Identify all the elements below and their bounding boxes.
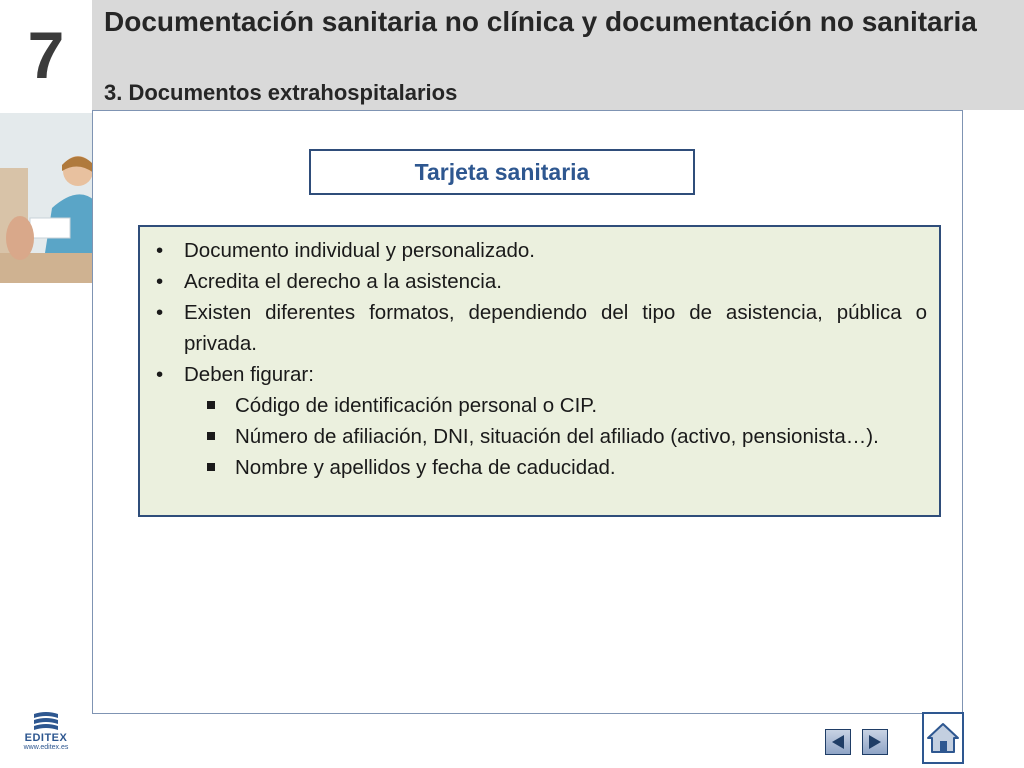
previous-slide-button[interactable] — [825, 729, 851, 755]
sub-bullet-item: Número de afiliación, DNI, situación del afiliado (activo, pensionista…). — [152, 421, 927, 452]
page-title: Documentación sanitaria no clínica y documentación no sanitaria — [104, 6, 977, 37]
logo-text: EDITEX — [24, 732, 68, 744]
bullet-list — [152, 235, 927, 390]
card-title: Tarjeta sanitaria — [309, 149, 695, 195]
home-button[interactable] — [922, 712, 964, 764]
sub-bullet-item: Código de identificación personal o CIP. — [152, 390, 927, 421]
info-box — [138, 225, 941, 517]
chapter-number: 7 — [27, 18, 65, 92]
bullet-item: • Acredita el derecho a la asistencia. — [152, 266, 927, 297]
house-icon — [926, 721, 960, 755]
next-slide-button[interactable] — [862, 729, 888, 755]
sub-bullet-list — [152, 390, 927, 483]
logo-url: www.editex.es — [23, 744, 69, 751]
bullet-item: • Deben figurar: — [152, 359, 927, 390]
sub-bullet-item: Nombre y apellidos y fecha de caducidad. — [152, 452, 927, 483]
book-icon — [31, 710, 61, 732]
triangle-left-icon — [829, 733, 847, 751]
triangle-right-icon — [866, 733, 884, 751]
nurse-photo — [0, 113, 95, 283]
page-subtitle: 3. Documentos extrahospitalarios — [104, 80, 458, 105]
bullet-item: • Existen diferentes formatos, dependiendo del tipo de asistencia, pública o privada. — [152, 297, 927, 359]
nurse-illustration — [0, 113, 95, 283]
bullet-item: • Documento individual y personalizado. — [152, 235, 927, 266]
editex-logo — [14, 710, 78, 760]
